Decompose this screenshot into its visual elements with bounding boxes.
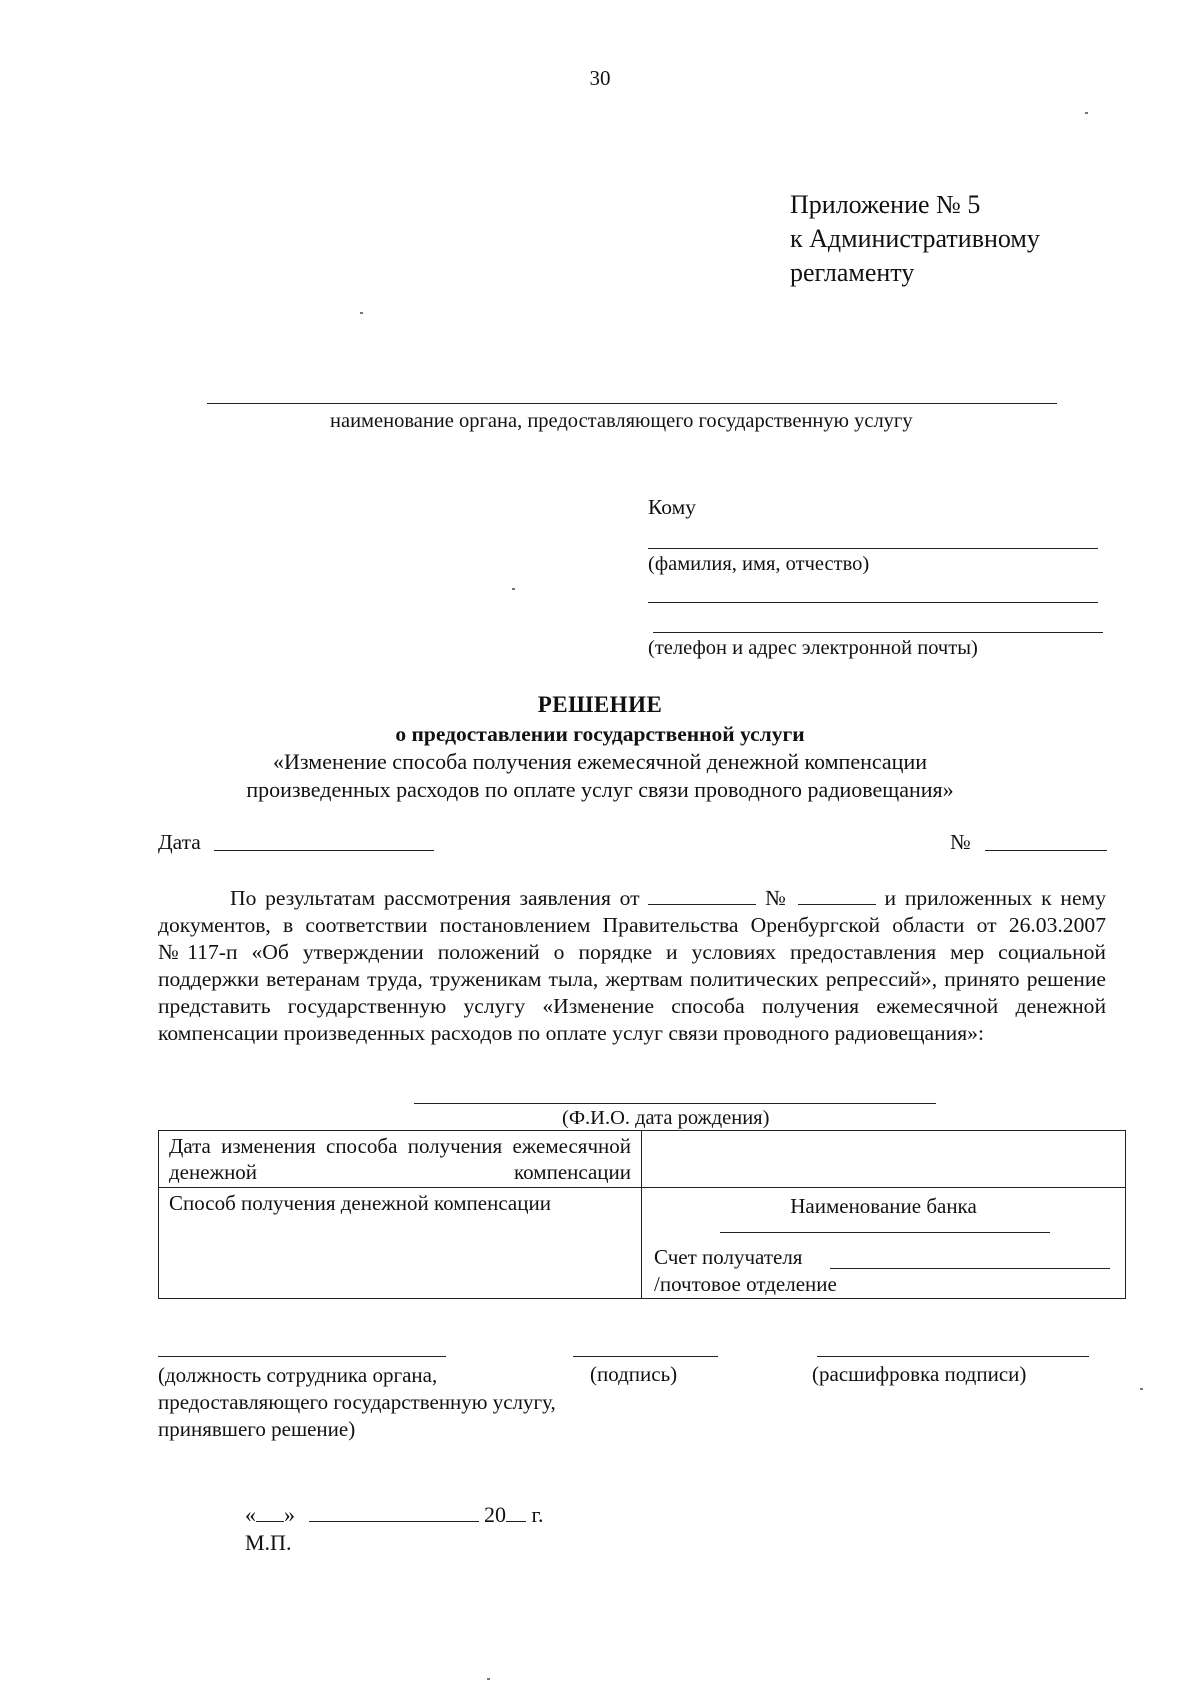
application-number-blank [798,886,876,905]
appendix-line-2: к Административному [790,224,1040,253]
recipient-label: Кому [648,495,696,519]
bank-name-label: Наименование банка [790,1194,977,1218]
appendix-line-1: Приложение № 5 [790,190,981,219]
service-name-line-1: «Изменение способа получения ежемесячной денежной компенсации [273,749,927,774]
signature-caption: (подпись) [590,1362,678,1386]
appendix-line-3: регламенту [790,258,915,287]
decision-title: РЕШЕНИЕ [537,692,663,717]
sign-date-open-quote: « [245,1502,256,1527]
decision-subtitle: о предоставлении государственной услуги [395,722,805,746]
organ-caption: наименование органа, предоставляющего государственную услугу [330,410,913,432]
bank-name-line [720,1232,1050,1233]
paragraph-intro: По результатам рассмотрения заявления от [230,886,640,910]
scan-speck [487,1678,490,1680]
scan-speck [360,312,363,314]
signature-line [573,1356,718,1357]
recipient-name-line [648,548,1098,549]
scan-speck [1140,1388,1143,1390]
sign-year-blank [506,1503,526,1522]
decision-paragraph [158,885,1106,1047]
application-number-label: № [765,886,790,910]
number-label: № [950,830,971,854]
table-cell-bank-details [642,1188,1126,1299]
method-label: Способ получения денежной компенсации [169,1191,551,1215]
account-label: Счет получателя [654,1245,803,1269]
table-row [159,1131,1126,1188]
application-date-blank [648,886,756,905]
date-label: Дата [158,830,201,854]
contacts-line [653,632,1103,633]
scan-speck [512,588,515,590]
change-date-label: Дата изменения способа получения ежемесячной денежной компенсации [169,1134,631,1184]
account-line [830,1268,1110,1269]
organ-name-line [207,403,1057,404]
sign-date-close-quote: » [284,1502,295,1527]
person-line [414,1103,936,1104]
sign-month-blank [309,1503,479,1522]
position-line [158,1356,446,1357]
sign-date [245,1502,544,1528]
appendix-heading [790,188,1040,290]
position-caption: (должность сотрудника органа, предоставляющего государственную услугу, принявшего решение) [158,1363,556,1441]
compensation-table [158,1130,1126,1299]
person-caption: (Ф.И.О. дата рождения) [562,1107,770,1129]
table-row [159,1188,1126,1299]
fio-caption: (фамилия, имя, отчество) [648,553,870,575]
decode-caption: (расшифровка подписи) [812,1362,1027,1386]
date-line [214,850,434,851]
paragraph-body: и приложенных к нему документов, в соответствии постановлением Правительства Оренбургской области от 26.03.2007 №117-п «Об утверждении положений о порядке и условиях предоставления мер социальной поддержки ветеранам труда, труженикам тыла, жертвам политических репрессий», принято решение представить государственную услугу «Изменение способа получения ежемесячной денежной компенсации произведенных расходов по оплате услуг связи проводного радиовещания»: [158,886,1106,1045]
scan-speck [1085,112,1088,114]
number-line [985,850,1107,851]
seal-label: М.П. [245,1530,292,1555]
contacts-caption: (телефон и адрес электронной почты) [648,637,978,659]
page-number: 30 [589,66,611,90]
sign-year-suffix: г. [531,1502,544,1527]
recipient-extra-line [648,602,1098,603]
sign-year-prefix: 20 [484,1502,506,1527]
table-cell-change-date-label [159,1131,642,1188]
decode-line [817,1356,1089,1357]
post-office-label: /почтовое отделение [654,1272,837,1296]
table-cell-method-label [159,1188,642,1299]
table-cell-change-date-value [642,1131,1126,1188]
service-name-line-2: произведенных расходов по оплате услуг связи проводного радиовещания» [246,777,954,802]
sign-day-blank [256,1503,284,1522]
